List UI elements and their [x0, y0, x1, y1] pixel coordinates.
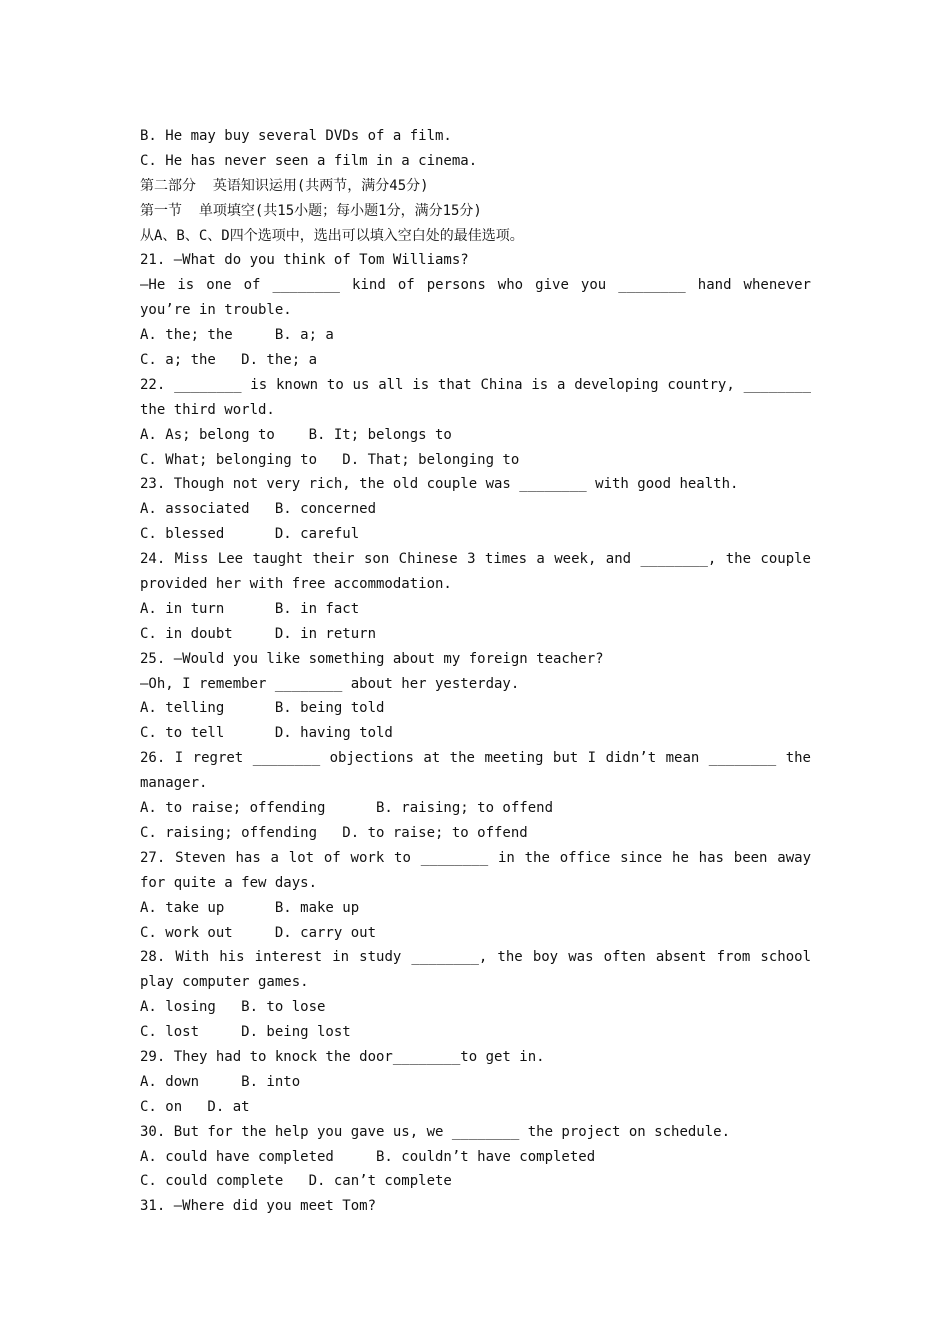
text-line: —He is one of ________ kind of persons who give you ________ hand whenever [140, 277, 811, 294]
question-23: 23. Though not very rich, the old couple was ________ with good health. [140, 476, 739, 493]
option-line: A. As; belong to B. It; belongs to [140, 426, 452, 443]
option-line: C. blessed D. careful [140, 526, 360, 543]
question-24: 24. Miss Lee taught their son Chinese 3 times a week, and ________, the couple [140, 551, 811, 568]
question-27: 27. Steven has a lot of work to ________ in the office since he has been away [140, 849, 811, 866]
question-29: 29. They had to knock the door________to get in. [140, 1048, 545, 1065]
question-28: 28. With his interest in study ________, the boy was often absent from school [140, 949, 811, 966]
option-line: C. in doubt D. in return [140, 625, 377, 642]
section-heading: 第二部分 英语知识运用(共两节，满分45分) [140, 177, 429, 194]
question-21: 21. —What do you think of Tom Williams? [140, 252, 469, 269]
document-page [140, 124, 811, 1219]
option-line: A. could have completed B. couldn’t have completed [140, 1148, 596, 1165]
subsection-heading: 第一节 单项填空(共15小题；每小题1分，满分15分) [140, 202, 482, 219]
text-line: you’re in trouble. [140, 302, 292, 319]
option-line: A. telling B. being told [140, 700, 385, 717]
option-line: C. raising; offending D. to raise; to offend [140, 824, 528, 841]
option-line: A. the; the B. a; a [140, 327, 334, 344]
question-26: 26. I regret ________ objections at the meeting but I didn’t mean ________ the [140, 750, 811, 767]
text-line: C. He has never seen a film in a cinema. [140, 152, 478, 169]
question-31: 31. —Where did you meet Tom? [140, 1198, 377, 1215]
question-22: 22. ________ is known to us all is that China is a developing country, ________ [140, 376, 811, 393]
option-line: C. a; the D. the; a [140, 352, 318, 369]
option-line: C. could complete D. can’t complete [140, 1173, 452, 1190]
question-25: 25. —Would you like something about my foreign teacher? [140, 650, 604, 667]
option-line: C. lost D. being lost [140, 1024, 351, 1041]
text-line: —Oh, I remember ________ about her yesterday. [140, 675, 520, 692]
option-line: A. associated B. concerned [140, 501, 377, 518]
option-line: C. work out D. carry out [140, 924, 377, 941]
text-line: B. He may buy several DVDs of a film. [140, 128, 452, 144]
option-line: C. What; belonging to D. That; belonging to [140, 451, 520, 468]
text-line: manager. [140, 775, 208, 792]
option-line: C. to tell D. having told [140, 725, 393, 742]
option-line: A. down B. into [140, 1073, 301, 1090]
option-line: A. to raise; offending B. raising; to offend [140, 800, 554, 817]
instructions: 从A、B、C、D四个选项中，选出可以填入空白处的最佳选项。 [140, 227, 524, 244]
text-line: play computer games. [140, 974, 309, 991]
option-line: C. on D. at [140, 1098, 250, 1115]
question-30: 30. But for the help you gave us, we ________ the project on schedule. [140, 1123, 731, 1140]
text-line: the third world. [140, 401, 275, 418]
text-line: for quite a few days. [140, 874, 318, 891]
option-line: A. take up B. make up [140, 899, 360, 916]
option-line: A. losing B. to lose [140, 999, 326, 1016]
option-line: A. in turn B. in fact [140, 600, 360, 617]
text-line: provided her with free accommodation. [140, 576, 452, 593]
